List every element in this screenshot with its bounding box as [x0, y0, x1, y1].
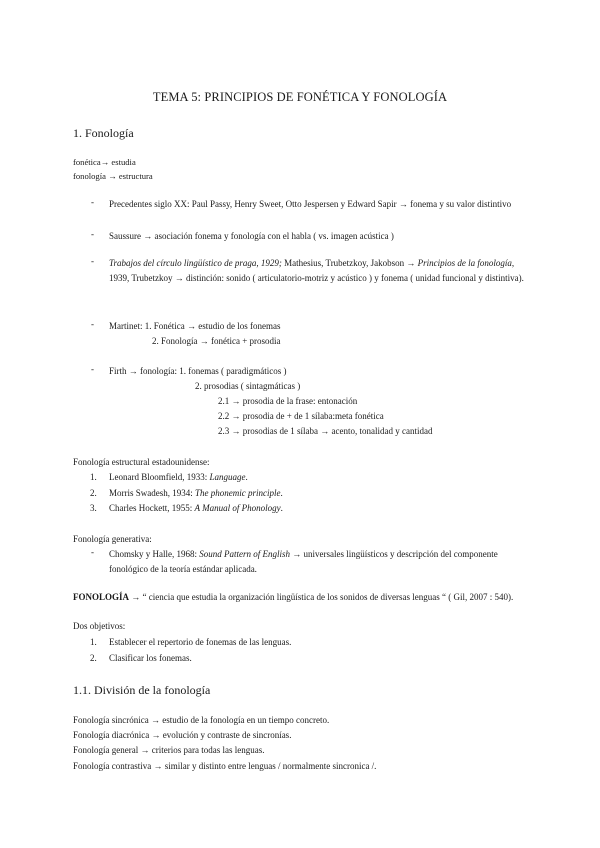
bullet-dash: - [91, 547, 94, 557]
firth-sub-2-3: 2.3 → prosodias de 1 sílaba → acento, tonalidad y cantidad [218, 426, 433, 436]
item-text: Leonard Bloomfield, 1933: [109, 472, 210, 482]
praga-authors: Mathesius, Trubetzkoy, Jakobson → [281, 258, 418, 268]
estructural-num-2: 2. [90, 488, 97, 498]
objetivo-num-2: 2. [90, 653, 97, 663]
bullet-dash: - [91, 197, 94, 207]
generativa-heading: Fonología generativa: [73, 534, 152, 544]
praga-work-title: Trabajos del círculo lingüístico de praga, 1929; [109, 258, 282, 268]
chomsky-text: Chomsky y Halle, 1968: [109, 549, 200, 559]
principios-title: Principios de la fonología [417, 258, 512, 268]
fonologia-term: FONOLOGÍA [73, 592, 130, 602]
chomsky-description: → universales lingüísticos y descripción del componente fonológico de la teoría estándar aplicada. [109, 549, 498, 574]
bullet-dash: - [91, 364, 94, 374]
bullet-firth: Firth → fonología: 1. fonemas ( paradigmáticos ) [109, 366, 287, 376]
objetivos-heading: Dos objetivos: [73, 621, 126, 631]
objetivo-num-1: 1. [90, 637, 97, 647]
item-end: . [280, 488, 283, 498]
objetivo-item-1: Establecer el repertorio de fonemas de las lenguas. [109, 637, 292, 647]
division-contrastiva: Fonología contrastiva → similar y distinto entre lenguas / normalmente sincronica /. [73, 761, 377, 771]
objetivo-item-2: Clasificar los fonemas. [109, 653, 192, 663]
sound-pattern-title: Sound Pattern of English [199, 549, 290, 559]
martinet-fonologia: 2. Fonología → fonética + prosodia [152, 336, 281, 346]
page-title: TEMA 5: PRINCIPIOS DE FONÉTICA Y FONOLOGÍA [152, 90, 448, 104]
estructural-item-2 [109, 486, 283, 501]
estructural-heading: Fonología estructural estadounidense: [73, 457, 210, 467]
item-work-title: The phonemic principle [195, 488, 281, 498]
bullet-precedentes: Precedentes siglo XX: Paul Passy, Henry Sweet, Otto Jespersen y Edward Sapir → fonema y su valor distintivo [109, 199, 512, 209]
bullet-praga [109, 256, 529, 286]
estructural-num-1: 1. [90, 472, 97, 482]
bullet-dash: - [91, 256, 94, 266]
firth-sub-2-1: 2.1 → prosodia de la frase: entonación [218, 396, 358, 406]
estructural-num-3: 3. [90, 503, 97, 513]
bullet-dash: - [91, 319, 94, 329]
division-general: Fonología general → criterios para todas las lenguas. [73, 745, 265, 755]
item-work-title: A Manual of Phonology [194, 503, 281, 513]
fonologia-definition [73, 590, 523, 605]
item-text: Charles Hockett, 1955: [109, 503, 195, 513]
section-heading-fonologia: 1. Fonología [73, 126, 134, 140]
generativa-chomsky [109, 547, 529, 577]
fonologia-definition-text: → “ ciencia que estudia la organización lingüística de los sonidos de diversas lenguas “ ( Gil, 2007 : 540). [129, 592, 514, 602]
bullet-dash: - [91, 229, 94, 239]
bullet-martinet: Martinet: 1. Fonética → estudio de los fonemas [109, 321, 281, 331]
firth-sub-2-2: 2.2 → prosodia de + de 1 sílaba:meta fonética [218, 411, 384, 421]
item-end: . [245, 472, 248, 482]
estructural-item-1 [109, 470, 248, 485]
definition-fonetica: fonética→ estudia [73, 157, 136, 167]
division-diacronica: Fonología diacrónica → evolución y contraste de sincronías. [73, 730, 292, 740]
definition-fonologia: fonología → estructura [73, 171, 153, 181]
firth-prosodias: 2. prosodias ( sintagmáticas ) [195, 381, 301, 391]
item-work-title: Language [209, 472, 246, 482]
estructural-item-3 [109, 501, 283, 516]
division-sincronica: Fonología sincrónica → estudio de la fonología en un tiempo concreto. [73, 715, 330, 725]
item-end: . [280, 503, 283, 513]
section-heading-division: 1.1. División de la fonología [73, 683, 211, 697]
item-text: Morris Swadesh, 1934: [109, 488, 195, 498]
praga-distincion: , 1939, Trubetzkoy → distinción: sonido ( articulatorio-motriz y acústico ) y fonema ( unidad funcional y distintiva). [109, 258, 524, 283]
bullet-saussure: Saussure → asociación fonema y fonología con el habla ( vs. imagen acústica ) [109, 231, 394, 241]
